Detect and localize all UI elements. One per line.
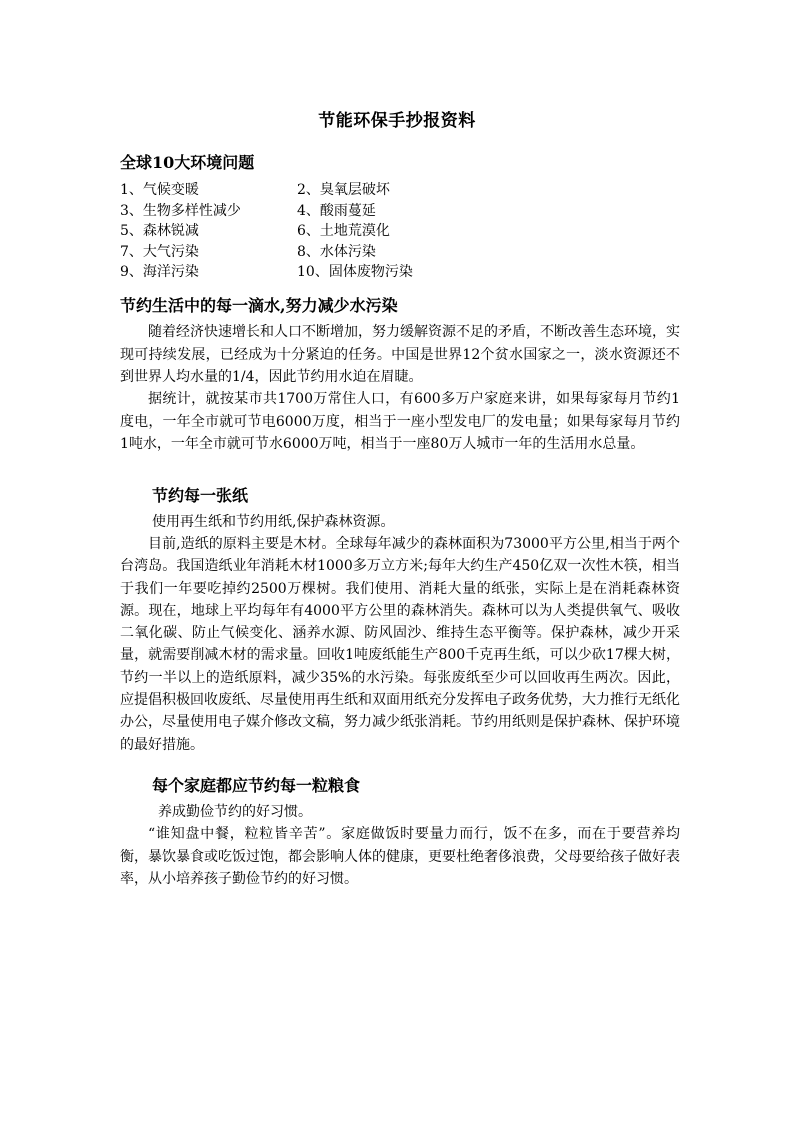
list-row bbox=[120, 262, 520, 283]
list-item: 5、森林锐减 bbox=[120, 223, 199, 239]
page-title: 节能环保手抄报资料 bbox=[318, 111, 476, 131]
list-item: 4、酸雨蔓延 bbox=[297, 202, 376, 219]
food-paragraph: “谁知盘中餐，粒粒皆辛苦”。家庭做饭时要量力而行，饭不在多，而在于要营养均衡，暴饮暴食或吃饭过饱，都会影响人体的健康，更要杜绝奢侈浪费，父母要给孩子做好表率，从小培养孩子勤俭节约的好习惯。 bbox=[120, 826, 680, 888]
list-item: 2、臭氧层破坏 bbox=[297, 182, 390, 198]
list-item: 7、大气污染 bbox=[120, 243, 199, 260]
list-row bbox=[120, 180, 520, 201]
water-paragraph-2: 据统计，就按某市共1700万常住人口，有600多万户家庭来讲，如果每家每月节约1度电，一年全市就可节电6000万度，相当于一座小型发电厂的发电量；如果每家每月节约1吨水，一年全市就可节水6000万吨，相当于一座80万人城市一年的生活用水总量。 bbox=[120, 391, 680, 453]
list-row bbox=[120, 201, 520, 222]
list-item: 8、水体污染 bbox=[297, 243, 376, 260]
list-item: 6、土地荒漠化 bbox=[297, 223, 390, 239]
environment-problems-list bbox=[120, 180, 520, 283]
section-heading-save-food: 每个家庭都应节约每一粒粮食 bbox=[152, 776, 361, 795]
list-item: 10、固体废物污染 bbox=[297, 264, 413, 280]
section-heading-environment-problems: 全球10大环境问题 bbox=[120, 153, 255, 172]
paper-intro-line: 使用再生纸和节约用纸,保护森林资源。 bbox=[152, 514, 395, 530]
water-paragraph-1: 随着经济快速增长和人口不断增加，努力缓解资源不足的矛盾，不断改善生态环境，实现可持续发展，已经成为十分紧迫的任务。中国是世界12个贫水国家之一，淡水资源还不到世界人均水量的1/4，因此节约用水迫在眉睫。 bbox=[120, 324, 680, 386]
list-item: 1、气候变暖 bbox=[120, 182, 199, 198]
list-row bbox=[120, 242, 520, 263]
section-heading-save-paper: 节约每一张纸 bbox=[152, 486, 249, 505]
list-item: 9、海洋污染 bbox=[120, 264, 199, 280]
list-row bbox=[120, 221, 520, 242]
paper-paragraph: 目前,造纸的原料主要是木材。全球每年减少的森林面积为73000平方公里,相当于两个台湾岛。我国造纸业年消耗木材1000多万立方米;每年大约生产450亿双一次性木筷，相当于我们一年要吃掉约2500万棵树。我们使用、消耗大量的纸张，实际上是在消耗森林资源。现在，地球上平均每年有4000平方公里的森林消失。森林可以为人类提供氧气、吸收二氧化碳、防止气候变化、涵养水源、防风固沙、维持生态平衡等。保护森林，减少开采量，就需要削减木材的需求量。回收1吨废纸能生产800千克再生纸，可以少砍17棵大树，节约一半以上的造纸原料，减少35%的水污染。每张废纸至少可以回收再生两次。因此，应提倡积极回收废纸、尽量使用再生纸和双面用纸充分发挥电子政务优势，大力推行无纸化办公，尽量使用电子媒介修改文稿，努力减少纸张消耗。节约用纸则是保护森林、保护环境的最好措施。 bbox=[120, 536, 680, 753]
list-item: 3、生物多样性减少 bbox=[120, 202, 241, 219]
food-intro-line: 养成勤俭节约的好习惯。 bbox=[158, 804, 312, 820]
section-heading-save-water: 节约生活中的每一滴水,努力减少水污染 bbox=[120, 296, 398, 315]
